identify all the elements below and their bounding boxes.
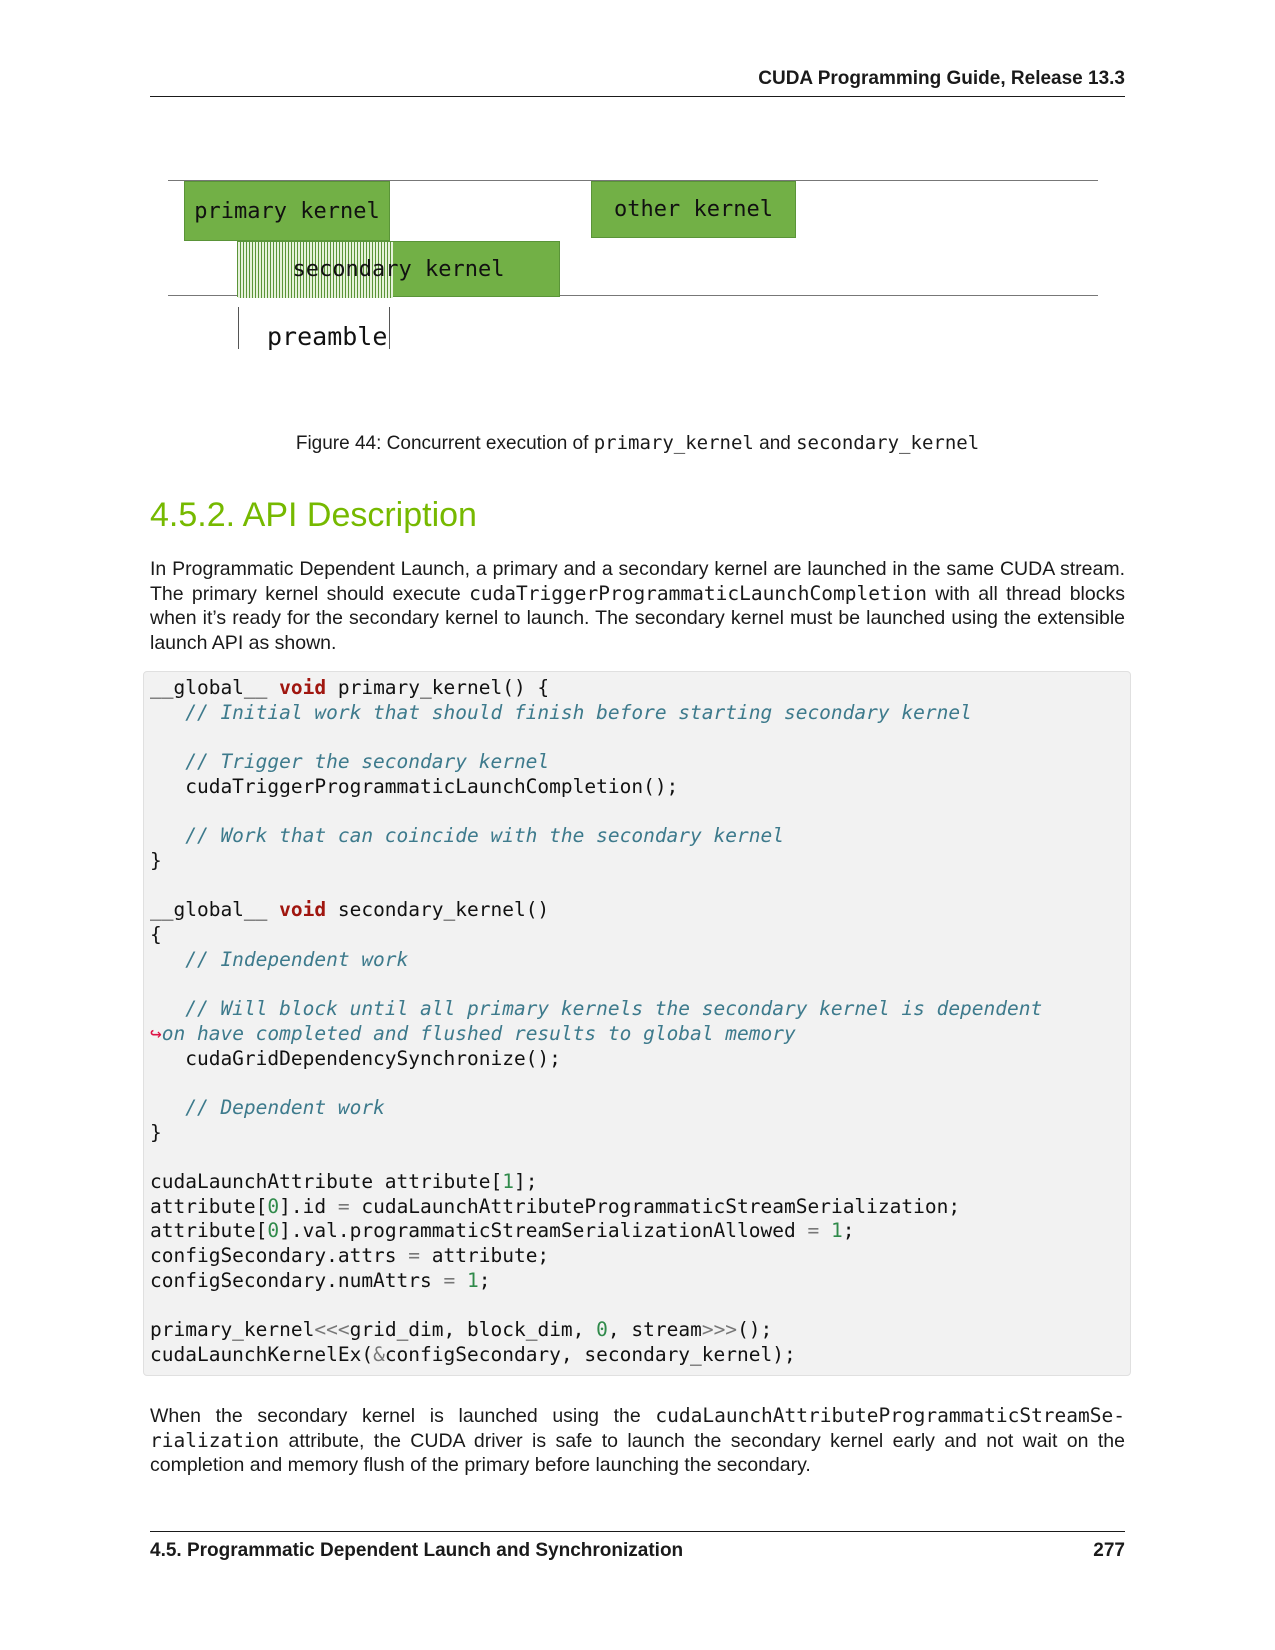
code-operator: = bbox=[337, 1194, 350, 1218]
intro-paragraph bbox=[150, 557, 1125, 655]
secondary-kernel-box bbox=[237, 241, 560, 297]
code-token: attribute; bbox=[420, 1244, 550, 1268]
code-token: { bbox=[150, 923, 162, 947]
intro-text-1: In Programmatic Dependent Launch, a primary and a secondary kernel are launched in the same CUDA stream. The primary kernel should execute bbox=[150, 558, 1125, 605]
code-token: __global__ bbox=[150, 676, 280, 699]
followup-inline-code: cudaLaunchAttributeProgrammaticStreamSe-rialization bbox=[150, 1404, 1125, 1452]
preamble-right-marker bbox=[389, 307, 390, 349]
running-footer bbox=[150, 1531, 1125, 1562]
code-token: cudaLaunchKernelEx( bbox=[150, 1342, 374, 1366]
caption-code-primary: primary_kernel bbox=[593, 432, 754, 454]
code-operator: = bbox=[443, 1268, 456, 1292]
code-listing bbox=[150, 676, 1042, 1368]
page-number: 277 bbox=[1093, 1540, 1125, 1561]
code-comment: // Initial work that should finish before starting secondary kernel bbox=[150, 700, 972, 724]
code-token: , stream bbox=[607, 1318, 702, 1342]
code-token: __global__ bbox=[150, 898, 280, 922]
code-token: secondary_kernel() bbox=[326, 898, 550, 922]
followup-paragraph bbox=[150, 1404, 1125, 1478]
code-number: 1 bbox=[502, 1170, 514, 1194]
code-token: ].id bbox=[279, 1194, 338, 1218]
code-token: primary_kernel() { bbox=[326, 676, 550, 699]
code-token: } bbox=[150, 1120, 162, 1144]
primary-kernel-box bbox=[184, 181, 390, 241]
code-token: cudaGridDependencySynchronize(); bbox=[150, 1046, 561, 1070]
code-operator: & bbox=[373, 1342, 385, 1366]
caption-code-secondary: secondary_kernel bbox=[796, 432, 980, 454]
section-heading: 4.5.2. API Description bbox=[150, 496, 477, 534]
code-operator: = bbox=[807, 1219, 820, 1243]
code-operator: <<< bbox=[314, 1318, 350, 1342]
intro-text-2: with all thread blocks when it’s ready for the secondary kernel to launch. The secondary kernel must be launched using the extensible launch API as shown. bbox=[150, 582, 1125, 654]
code-number: 0 bbox=[267, 1219, 280, 1243]
code-token: ; bbox=[478, 1268, 491, 1292]
code-token: configSecondary.numAttrs bbox=[150, 1268, 444, 1292]
code-token: configSecondary.attrs bbox=[150, 1244, 409, 1268]
other-kernel-label: other kernel bbox=[614, 197, 773, 222]
code-keyword: void bbox=[279, 898, 327, 922]
preamble-left-marker bbox=[238, 307, 239, 349]
line-continuation-icon: ↪ bbox=[150, 1021, 162, 1045]
primary-kernel-label: primary kernel bbox=[194, 198, 380, 224]
code-number: 1 bbox=[819, 1219, 843, 1243]
caption-mid: and bbox=[753, 433, 797, 454]
code-token: cudaLaunchAttributeProgrammaticStreamSerialization; bbox=[349, 1194, 961, 1218]
code-comment: // Trigger the secondary kernel bbox=[150, 750, 550, 774]
execution-timeline-figure bbox=[160, 180, 1110, 380]
footer-section: 4.5. Programmatic Dependent Launch and Synchronization bbox=[150, 1540, 684, 1561]
code-token: ]; bbox=[513, 1170, 538, 1194]
code-comment: // Dependent work bbox=[150, 1095, 385, 1119]
code-token: ].val.programmaticStreamSerializationAllowed bbox=[279, 1219, 808, 1243]
code-comment: // Will block until all primary kernels the secondary kernel is dependent bbox=[150, 997, 1043, 1021]
caption-prefix: Figure 44: Concurrent execution of bbox=[295, 433, 594, 454]
secondary-kernel-label: secondary kernel bbox=[292, 256, 505, 282]
code-token: cudaLaunchAttribute attribute[ bbox=[150, 1170, 503, 1194]
figure-caption bbox=[0, 432, 1275, 455]
code-number: 0 bbox=[596, 1318, 608, 1342]
running-header bbox=[150, 68, 1125, 97]
code-number: 0 bbox=[267, 1194, 280, 1218]
code-token: ; bbox=[842, 1219, 855, 1243]
intro-inline-code: cudaTriggerProgrammaticLaunchCompletion bbox=[469, 581, 927, 605]
other-kernel-box bbox=[591, 181, 796, 238]
code-keyword: void bbox=[279, 676, 327, 699]
followup-text-1: When the secondary kernel is launched using the bbox=[150, 1405, 656, 1427]
code-comment: // Independent work bbox=[150, 947, 409, 971]
code-token: } bbox=[150, 848, 162, 872]
code-comment: // Work that can coincide with the secondary kernel bbox=[150, 824, 784, 848]
code-token: attribute[ bbox=[150, 1194, 268, 1218]
code-token: cudaTriggerProgrammaticLaunchCompletion(); bbox=[150, 774, 679, 798]
header-title: CUDA Programming Guide, Release 13.3 bbox=[758, 68, 1125, 89]
code-operator: = bbox=[408, 1244, 421, 1268]
code-token: attribute[ bbox=[150, 1219, 268, 1243]
code-token: (); bbox=[737, 1318, 773, 1342]
followup-text-2: attribute, the CUDA driver is safe to launch the secondary kernel early and not wait on the completion and memory flush of the primary before launching the secondary. bbox=[150, 1429, 1125, 1476]
code-token: primary_kernel bbox=[150, 1318, 315, 1342]
code-number: 1 bbox=[455, 1268, 479, 1292]
code-token: configSecondary, secondary_kernel); bbox=[384, 1342, 796, 1366]
code-comment: on have completed and flushed results to global memory bbox=[161, 1021, 796, 1045]
code-operator: >>> bbox=[701, 1318, 738, 1342]
preamble-label: preamble bbox=[267, 322, 388, 351]
code-token: grid_dim, block_dim, bbox=[349, 1318, 597, 1342]
